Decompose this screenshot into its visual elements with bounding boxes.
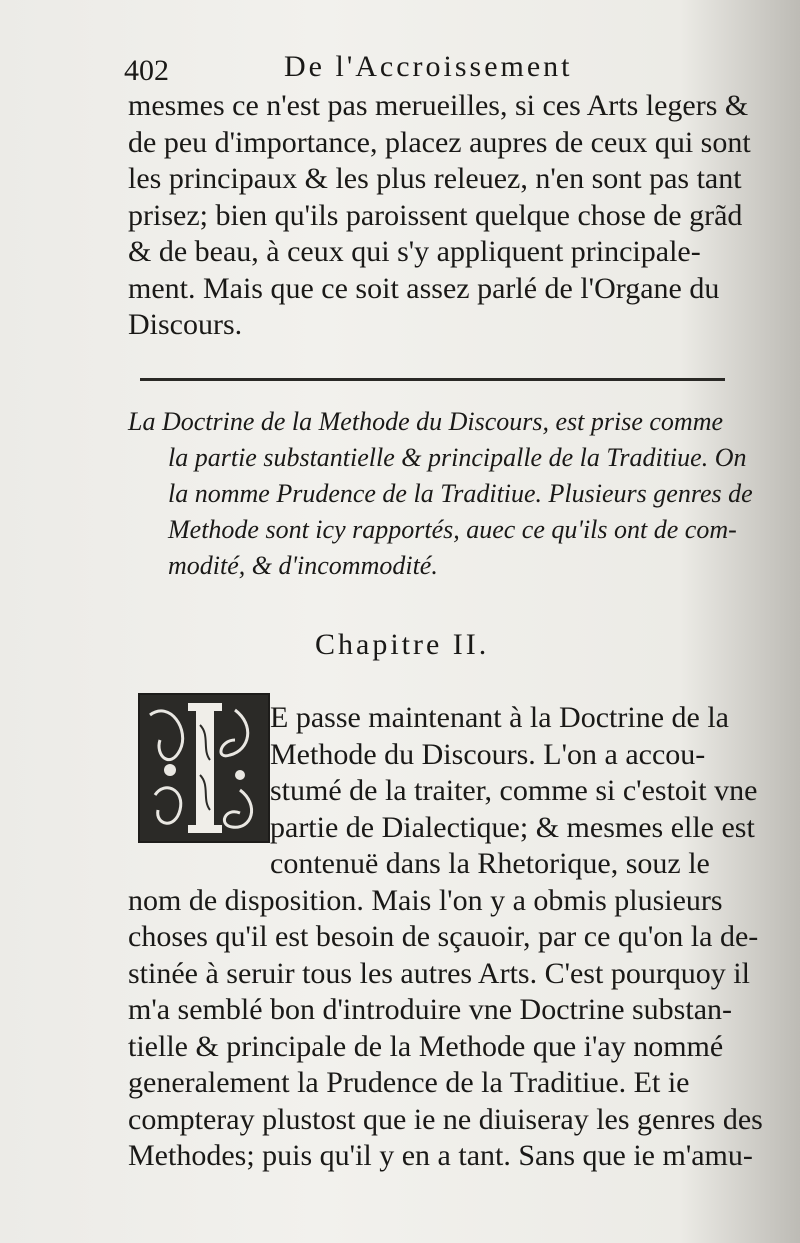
- body-line: Methode du Discours. L'on a accou-: [270, 737, 706, 771]
- body-line: stumé de la traiter, comme si c'estoit vne: [270, 774, 758, 807]
- text-line: Discours.: [128, 308, 243, 341]
- body-line: m'a semblé bon d'introduire vne Doctrine substan-: [128, 993, 732, 1026]
- body-line: E passe maintenant à la Doctrine de la: [270, 701, 729, 734]
- body-line: generalement la Prudence de la Traditiue. Et ie: [128, 1066, 690, 1099]
- summary-line: modité, & d'incommodité.: [168, 551, 438, 580]
- body-line: contenuë dans la Rhetorique, souz le: [270, 847, 710, 880]
- chapter-title: Chapitre II.: [315, 628, 490, 661]
- body-line: compteray plustost que ie ne diuiseray les genres des: [128, 1102, 763, 1136]
- text-line: de peu d'importance, placez aupres de ceux qui sont: [128, 125, 751, 159]
- top-paragraph: [128, 88, 751, 344]
- body-line: Methodes; puis qu'il y en a tant. Sans que ie m'amu-: [128, 1139, 753, 1172]
- text-line: prisez; bien qu'ils paroissent quelque chose de grãd: [128, 198, 743, 232]
- summary-line: La Doctrine de la Methode du Discours, est prise comme: [128, 407, 724, 436]
- text-line: les principaux & les plus releuez, n'en sont pas tant: [128, 162, 742, 195]
- body-line: nom de disposition. Mais l'on y a obmis plusieurs: [128, 883, 723, 917]
- page-number: 402: [124, 54, 169, 87]
- body-line: stinée à seruir tous les autres Arts. C'est pourquoy il: [128, 956, 750, 990]
- body-line: choses qu'il est besoin de sçauoir, par ce qu'on la de-: [128, 920, 759, 953]
- summary-line: la nomme Prudence de la Traditiue. Plusieurs genres de: [168, 479, 753, 508]
- chapter-summary: [128, 404, 753, 584]
- summary-line: Methode sont icy rapportés, auec ce qu'ils ont de com-: [168, 515, 737, 544]
- running-title: De l'Accroissement: [284, 50, 573, 83]
- section-divider: [140, 378, 725, 381]
- text-line: & de beau, à ceux qui s'y appliquent principale-: [128, 235, 701, 268]
- summary-line: la partie substantielle & principalle de la Traditiue. On: [168, 443, 747, 472]
- body-line: partie de Dialectique; & mesmes elle est: [270, 810, 755, 844]
- body-line: tielle & principale de la Methode que i'ay nommé: [128, 1029, 724, 1063]
- chapter-body: [128, 700, 763, 1175]
- page-header: [124, 50, 724, 90]
- text-line: mesmes ce n'est pas merueilles, si ces Arts legers &: [128, 89, 749, 122]
- text-line: ment. Mais que ce soit assez parlé de l'Organe du: [128, 271, 720, 305]
